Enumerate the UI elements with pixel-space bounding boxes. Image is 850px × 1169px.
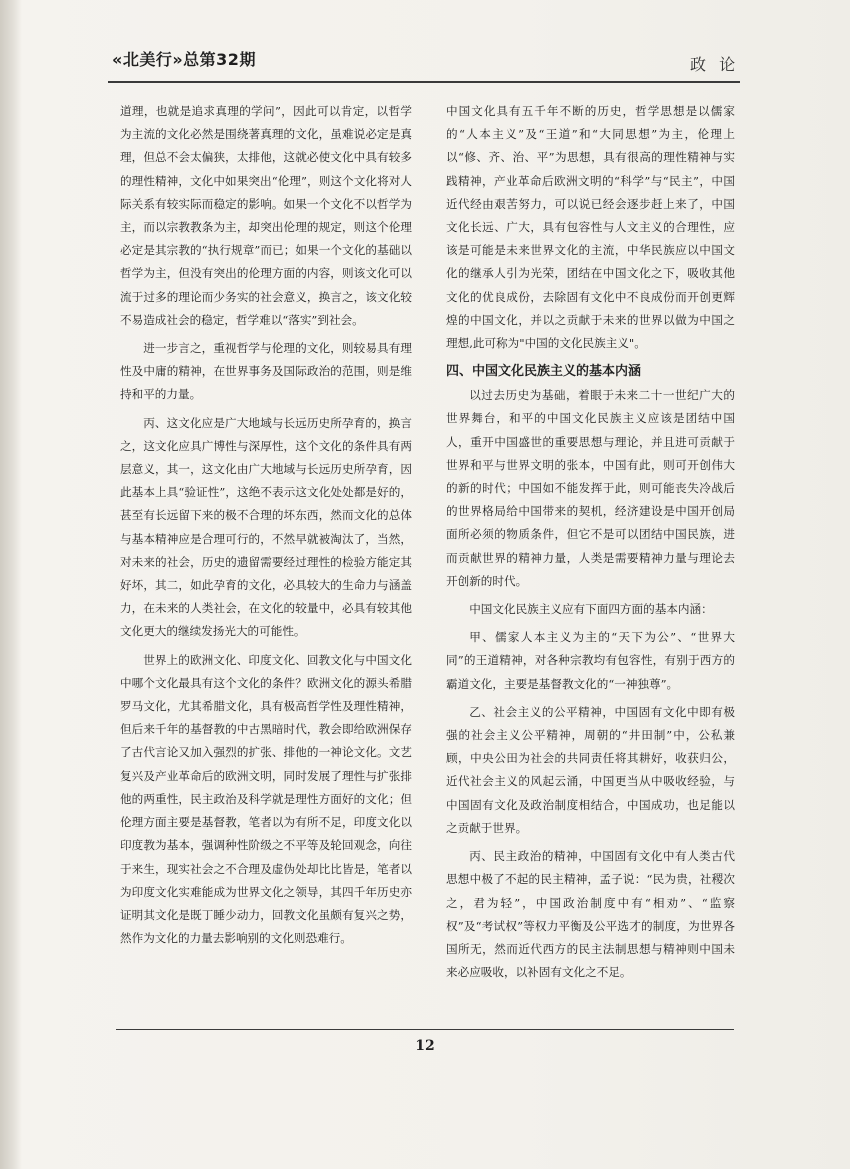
paragraph: 丙、这文化应是广大地域与长远历史所孕育的，换言之，这文化应具广博性与深厚性，这个文化的条件具有两层意义，其一，这文化由广大地域与长远历史所孕育，因此基本上具“验证性”，这绝不表示这文化处处都是好的，甚至有长远留下来的极不合理的坏东西，然而文化的总体与基本精神应是合理可行的，不然早就被淘汰了，当然，对未来的社会，历史的遗留需要经过理性的检验方能定其好坏，其二，如此孕育的文化，必具较大的生命力与涵盖力，在未来的人类社会，在文化的较量中，必具有较其他文化更大的继续发扬光大的可能性。 [120,415,412,639]
left-column [120,100,412,950]
paragraph: 甲、儒家人本主义为主的“天下为公”、“世界大同”的王道精神，对各种宗教均有包容性，有别于西方的霸道文化，主要是基督教文化的“一神独尊”。 [446,630,735,691]
paragraph: 进一步言之，重视哲学与伦理的文化，则较易具有理性及中庸的精神，在世界事务及国际政治的范围，则是维持和平的力量。 [120,341,412,402]
section-heading: 四、中国文化民族主义的基本内涵 [446,364,642,380]
paragraph: 乙、社会主义的公平精神，中国固有文化中即有极强的社会主义公平精神，周朝的“井田制”中，公私兼顾，中央公田为社会的共同责任将其耕好，收获归公，近代社会主义的风起云涌，中国更当从中吸收经验，与中国固有文化及政治制度相结合，中国成功，也足能以之贡献于世界。 [446,704,735,835]
paragraph: 以过去历史为基础，着眼于未来二十一世纪广大的世界舞台，和平的中国文化民族主义应该是团结中国人，重开中国盛世的重要思想与理论，并且进可贡献于世界和平与世界文明的张本，中国有此，则可开创伟大的新的时代；中国如不能发挥于此，则可能丧失冷战后的世界格局给中国带来的契机，经济建设是中国开创局面所必须的物质条件，但它不是可以团结中国民族，进而贡献世界的精神力量，人类是需要精神力量与理论去开创新的时代。 [446,388,735,588]
paragraph: 世界上的欧洲文化、印度文化、回教文化与中国文化中哪个文化最具有这个文化的条件？欧洲文化的源头希腊罗马文化，尤其希腊文化，具有极高哲学性及理性精神，但后来千年的基督教的中古黑暗时代，教会即给欧洲保存了古代言论又加入强烈的扩张、排他的一神论文化。文艺复兴及产业革命后的欧洲文明，同时发展了理性与扩张排他的两重性，民主政治及科学就是理性方面好的文化；但伦理方面主要是基督教，笔者以为有所不足，印度文化以印度教为基本，强调种性阶级之不平等及轮回观念，向往于来生，现实社会之不合理及虚伪处却比比皆是，笔者以为印度文化实难能成为世界文化之领导，其四千年历史亦证明其文化是既丁睡少动力，回教文化虽颇有复兴之势，然作为文化的力量去影响别的文化则恐难行。 [120,652,412,946]
paragraph: 丙、民主政治的精神，中国固有文化中有人类古代思想中极了不起的民主精神，孟子说：“民为贵，社稷次之，君为轻”，中国政治制度中有“相劝”、“监察权”及“考试权”等权力平衡及公平选才的制度，为世界各国所无，然而近代西方的民主法制思想与精神则中国未来必应吸收，以补固有文化之不足。 [446,849,735,980]
paragraph: 中国文化具有五千年不断的历史，哲学思想是以儒家的“人本主义”及“王道”和“大同思想”为主，伦理上以“修、齐、治、平”为思想，具有很高的理性精神与实践精神，产业革命后欧洲文明的“科学”与“民主”，中国近代经由艰苦努力，可以说已经会逐步赶上来了，中国文化长远、广大，具有包容性与人文主义的合理性，应该是可能是未来世界文化的主流，中华民族应以中国文化的继承人引为光荣，团结在中国文化之下，吸收其他文化的优良成份，去除固有文化中不良成份而开创更辉煌的中国文化，并以之贡献于未来的世界以做为中国之理想,此可称为"中国的文化民族主义"。 [446,104,735,351]
right-column [446,100,735,984]
page-number: 12 [415,1038,435,1054]
footer-divider [116,1029,734,1030]
paragraph: 中国文化民族主义应有下面四方面的基本内涵： [469,602,713,617]
journal-issue-header: «北美行»总第32期 [112,50,256,69]
binding-shadow [0,0,22,1169]
paragraph: 道理，也就是追求真理的学问”，因此可以肯定，以哲学为主流的文化必然是围绕著真理的文化，虽难说必定是真理，但总不会太偏狭，太排他，这就必使文化中具有较多的理性精神，文化中如果突出“伦理”，则这个文化将对人际关系有较实际而稳定的影响。如果一个文化不以哲学为主，而以宗教教条为主，却突出伦理的规定，则这个伦理必定是其宗教的“执行规章”而已；如果一个文化的基础以哲学为主，但没有突出的伦理方面的内容，则该文化可以流于过多的理论而少务实的社会意义，换言之，该文化较不易造成社会的稳定，哲学难以“落实”到社会。 [120,104,412,327]
header-divider [108,81,740,83]
section-label: 政 论 [690,55,740,74]
